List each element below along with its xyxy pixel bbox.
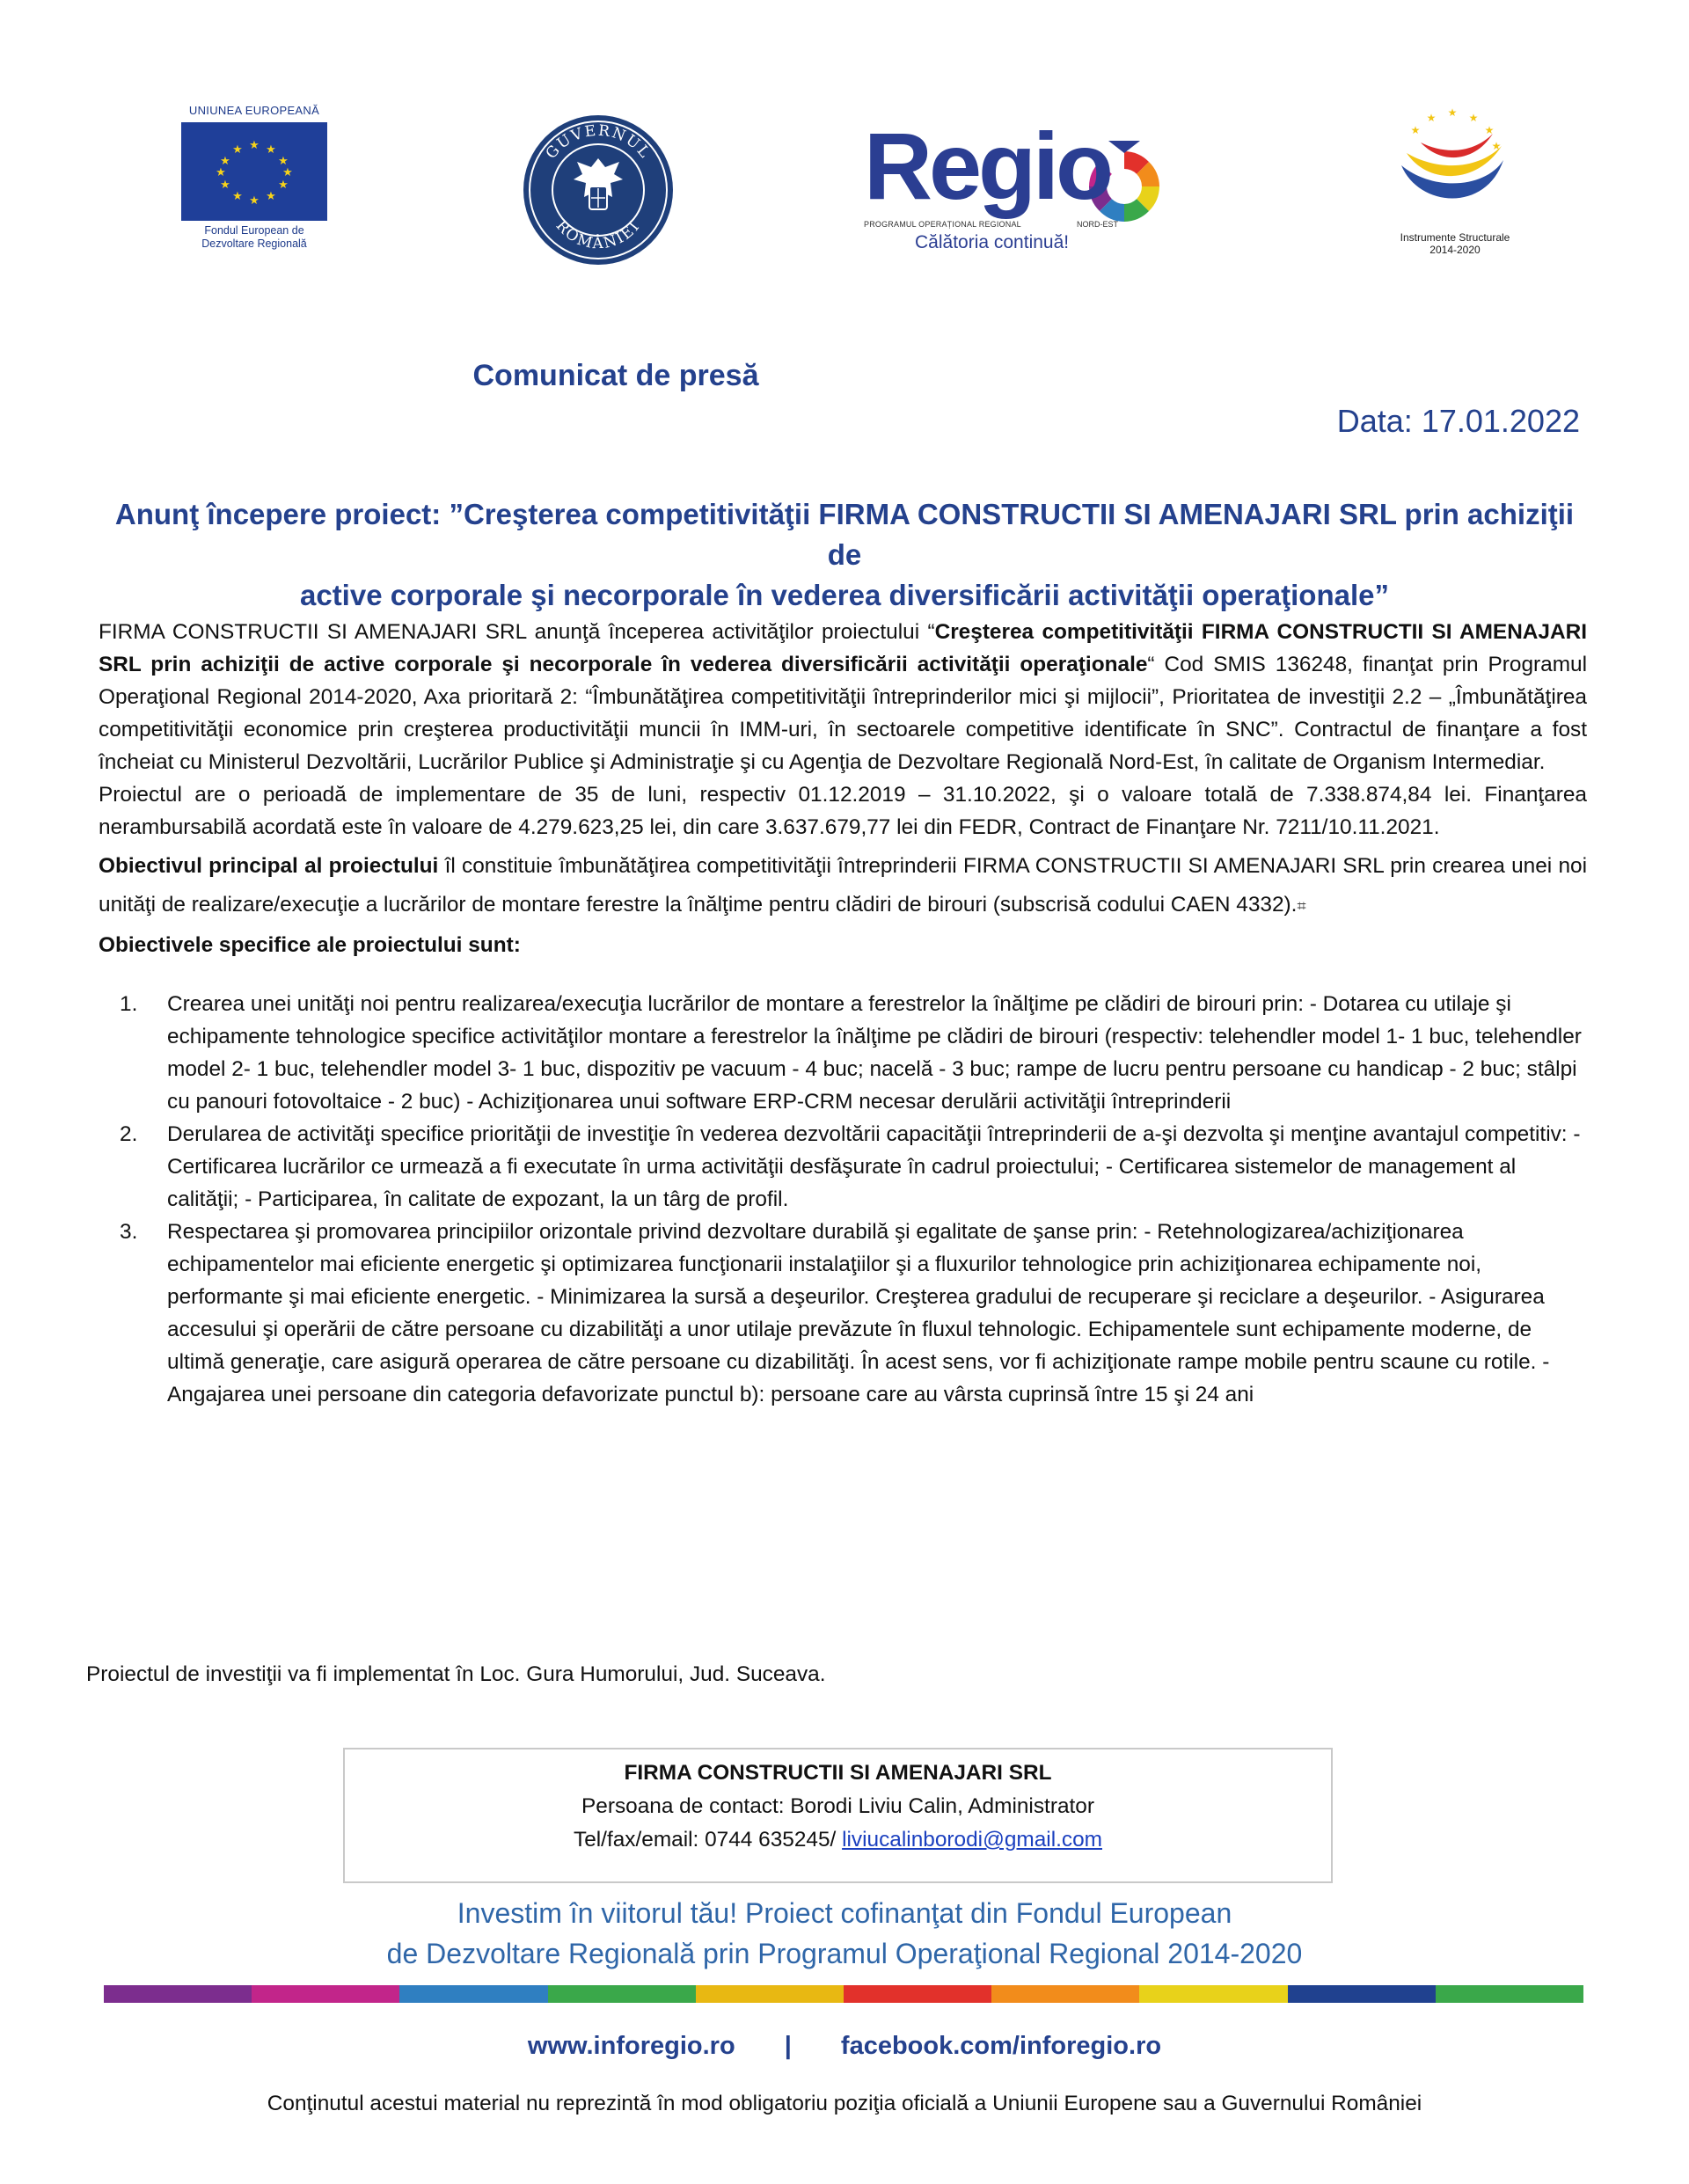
svg-text:★: ★ <box>1426 112 1437 124</box>
svg-text:★: ★ <box>1468 112 1479 124</box>
stripe-segment <box>696 1985 844 2003</box>
stripe-segment <box>399 1985 547 2003</box>
eu-logo-sub1: Fondul European de <box>204 224 304 237</box>
facebook-link[interactable]: facebook.com/inforegio.ro <box>840 2032 1162 2060</box>
list-item <box>99 1216 1587 1411</box>
contact-email-link[interactable]: liviucalinborodi@gmail.com <box>842 1828 1102 1852</box>
eu-flag-icon <box>181 122 327 221</box>
structural-instruments-icon <box>1389 104 1521 227</box>
intro-rest: “ Cod SMIS 136248, finanţat prin Programul Operaţional Regional 2014-2020, Axa prioritară 2: “Îmbunătăţirea competitivităţii întreprinderilor mici şi mijlocii”, Prioritatea de investiţii 2.2 – „Îmbunătăţirea competitivităţii economice prin creşterea productivităţii muncii în IMM-uri, în sectoarele competitive identificate în SNC”. Contractul de finanţare a fost încheiat cu Ministerul Dezvoltării, Lucrărilor Publice şi Administraţie şi cu Agenţia de Dezvoltare Regională Nord-Est, în calitate de Organism Intermediar. <box>99 653 1588 774</box>
svg-text:★: ★ <box>249 194 260 208</box>
main-objective-label: Obiectivul principal al proiectului <box>99 854 439 878</box>
eu-logo-sub2: Dezvoltare Regională <box>201 237 307 250</box>
press-release-title: Comunicat de presă <box>472 359 759 392</box>
regio-region: NORD-EST <box>1077 220 1118 229</box>
list-item-number: 1. <box>120 992 138 1016</box>
stripe-segment <box>1436 1985 1583 2003</box>
cofinancing-statement <box>0 1893 1689 1974</box>
project-title-line2: active corporale şi necorporale în vederea diversificării activităţii operaţionale” <box>299 579 1389 611</box>
stripe-segment <box>991 1985 1139 2003</box>
svg-text:★: ★ <box>278 155 289 168</box>
svg-text:★: ★ <box>220 179 230 192</box>
is-logo-line2: 2014-2020 <box>1429 244 1481 256</box>
svg-text:★: ★ <box>232 143 243 157</box>
stripe-segment <box>548 1985 696 2003</box>
svg-text:★: ★ <box>220 155 230 168</box>
hash-mark: ⌗ <box>1297 897 1306 915</box>
press-release-date: Data: 17.01.2022 <box>1336 403 1580 439</box>
list-item-text: Respectarea şi promovarea principiilor orizontale privind dezvoltare durabilă şi egalitate de şanse prin: - Retehnologizarea/achiziţionarea echipamentelor mai eficiente energetic şi optimizarea funcţionarii instalaţiilor şi a fluxurilor tehnologice prin achiziţionarea echipamente noi, performante şi mai eficiente energetic. - Minimizarea la sursă a deşeurilor. Creşterea gradului de recuperare şi reciclare a deşeurilor. - Asigurarea accesului şi operării de către persoane cu dizabilităţi a unor utilaje prevăzute în fluxul tehnologic. Echipamentele sunt echipamente moderne, de ultimă generaţie, care asigură operarea de către persoane cu dizabilităţi. În acest sens, vor fi achiziţionate rampe mobile pentru scaune cu rotile. - Angajarea unei persoane din categoria defavorizate punctul b): persoane care au vârsta cuprinsă între 15 şi 24 ani <box>167 1220 1550 1406</box>
funding-paragraph: Proiectul are o perioadă de implementare de 35 de luni, respectiv 01.12.2019 – 31.10.2022, şi o valoare totală de 7.338.874,84 lei. Finanţarea nerambursabilă acordată este în valoare de 4.279.623,25 lei, din care 3.637.679,77 lei din FEDR, Contract de Finanţare Nr. 7211/10.11.2021. <box>99 783 1587 839</box>
intro-start: FIRMA CONSTRUCTII SI AMENAJARI SRL anunţă începerea activităţilor proiectului “ <box>99 620 935 644</box>
main-objective-paragraph <box>99 847 1587 925</box>
stripe-segment <box>1288 1985 1436 2003</box>
disclaimer: Conţinutul acestui material nu reprezintă în mod obligatoriu poziţia oficială a Uniunii Europene sau a Guvernului României <box>267 2092 1422 2115</box>
project-title-line1: Anunţ începere proiect: ”Creşterea competitivităţii FIRMA CONSTRUCTII SI AMENAJARI SRL prin achiziţii de <box>114 498 1575 571</box>
list-item <box>99 1118 1587 1216</box>
list-item-number: 3. <box>120 1220 138 1244</box>
project-announcement-title <box>97 494 1592 616</box>
regio-wordmark: Regio <box>864 113 1111 219</box>
list-item-text: Derularea de activităţi specifice priorităţii de investiţie în vederea dezvoltării capacităţii întreprinderii de a-şi dezvolta şi menţine avantajul competitiv: - Certificarea lucrărilor ce urmează a fi executate în urma activităţii desfăşurate în cadrul proiectului; - Certificarea sistemelor de management al calităţii; - Participarea, în calitate de expozant, la un târg de profil. <box>167 1122 1581 1211</box>
svg-text:★: ★ <box>1447 106 1458 119</box>
specific-objectives-heading: Obiectivele specifice ale proiectului sunt: <box>99 933 521 957</box>
list-item-number: 2. <box>120 1122 138 1146</box>
svg-text:★: ★ <box>216 166 226 179</box>
svg-text:GUVERNUL: GUVERNUL <box>542 121 654 163</box>
svg-text:★: ★ <box>249 139 260 152</box>
contact-phone: Tel/fax/email: 0744 635245/ <box>574 1828 843 1852</box>
stripe-segment <box>844 1985 991 2003</box>
intro-paragraph <box>99 616 1587 778</box>
contact-box <box>343 1748 1333 1883</box>
inforegio-website-link[interactable]: www.inforegio.ro <box>527 2032 735 2060</box>
color-stripe-divider <box>104 1985 1583 2003</box>
list-item-text: Crearea unei unităţi noi pentru realizarea/execuţia lucrărilor de montare a ferestrelor la înălţime pe clădiri de birouri prin: - Dotarea cu utilaje şi echipamente tehnologice specifice activităţilor montare a ferestrelor la înălţime pe clădiri de birouri (respectiv: telehendler model 1- 1 buc, telehendler model 2- 1 buc, telehendler model 3- 1 buc, dispozitiv pe vacuum - 4 buc; nacelă - 3 buc; rampe de lucru pentru persoane cu handicap - 2 buc; stâlpi cu panouri fotovoltaice - 2 buc) - Achiziţionarea unui software ERP-CRM necesar derulării activităţii întreprinderii <box>167 992 1582 1114</box>
regio-tagline: Călătoria continuă! <box>915 232 1070 252</box>
svg-text:★: ★ <box>278 179 289 192</box>
eu-logo <box>171 104 338 271</box>
svg-text:★: ★ <box>266 143 276 157</box>
svg-text:★: ★ <box>1410 124 1421 136</box>
svg-text:ROMÂNIEI: ROMÂNIEI <box>552 216 645 253</box>
contact-person: Persoana de contact: Borodi Liviu Calin, Administrator <box>581 1794 1094 1818</box>
svg-text:★: ★ <box>1491 140 1502 152</box>
government-seal-logo <box>521 113 676 267</box>
cofinancing-line2: de Dezvoltare Regională prin Programul Operaţional Regional 2014-2020 <box>386 1938 1303 1969</box>
intro-project-name: Creşterea competitivităţii FIRMA CONSTRUCTII SI AMENAJARI SRL prin achiziţii de active corporale şi necorporale în vederea diversificării activităţii operaţionale <box>99 620 1587 676</box>
footer-separator: | <box>784 2032 792 2060</box>
list-item <box>99 988 1587 1118</box>
regio-logo <box>862 113 1175 264</box>
stripe-segment <box>104 1985 252 2003</box>
svg-text:★: ★ <box>282 166 293 179</box>
contact-phone-line <box>345 1823 1331 1857</box>
cofinancing-line1: Investim în viitorul tău! Proiect cofinanţat din Fondul European <box>457 1897 1232 1929</box>
main-objective-text: îl constituie îmbunătăţirea competitivităţii întreprinderii FIRMA CONSTRUCTII SI AMENAJARI SRL prin crearea unei noi unităţi de realizare/execuţie a lucrărilor de montare ferestre la înălţime pentru clădiri de birouri (subscrisă codului CAEN 4332). <box>99 854 1587 917</box>
project-location: Proiectul de investiţii va fi implementat în Loc. Gura Humorului, Jud. Suceava. <box>86 1662 826 1686</box>
stripe-segment <box>1139 1985 1287 2003</box>
stripe-segment <box>252 1985 399 2003</box>
svg-text:★: ★ <box>1484 124 1495 136</box>
svg-text:★: ★ <box>232 190 243 203</box>
document-body <box>99 616 1587 1411</box>
structural-instruments-logo <box>1367 104 1543 271</box>
is-logo-line1: Instrumente Structurale <box>1400 231 1510 244</box>
svg-text:★: ★ <box>266 190 276 203</box>
contact-company: FIRMA CONSTRUCTII SI AMENAJARI SRL <box>624 1761 1052 1785</box>
eu-logo-caption: UNIUNEA EUROPEANĂ <box>188 104 320 117</box>
regio-program: PROGRAMUL OPERAȚIONAL REGIONAL <box>864 220 1021 229</box>
footer-links <box>0 2032 1689 2061</box>
specific-objectives-list <box>99 988 1587 1411</box>
